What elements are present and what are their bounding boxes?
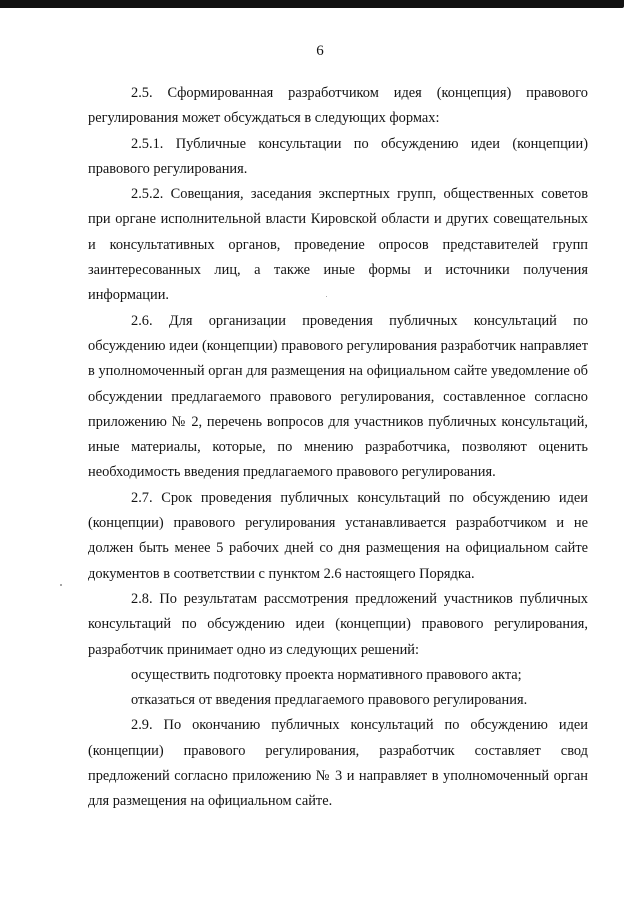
decision-option-prepare-draft: осуществить подготовку проекта нормативного правового акта; [131,666,522,683]
paragraph-2-5: 2.5. Сформированная разработчиком идея (концепция) правового регулирования может обсуждаться в следующих формах: [88,85,588,127]
decision-option-refuse: отказаться от введения предлагаемого правового регулирования. [131,692,528,709]
paragraph-2-5-2: 2.5.2. Совещания, заседания экспертных групп, общественных советов при органе исполнительной власти Кировской области и других совещательных и консультативных органов, проведение опросов представителей групп заинтересованных лиц, а также иные формы и источники получения информации. [88,186,588,304]
paragraph-2-7: 2.7. Срок проведения публичных консультаций по обсуждению идеи (концепции) правового регулирования устанавливается разработчиком и не должен быть менее 5 рабочих дней со дня размещения на официальном сайте документов в соответствии с пунктом 2.6 настоящего Порядка. [88,489,588,582]
scan-speck [60,584,62,586]
paragraph-2-6: 2.6. Для организации проведения публичных консультаций по обсуждению идеи (концепции) правового регулирования разработчик направляет в уполномоченный орган для размещения на официальном сайте уведомление об обсуждении предлагаемого правового регулирования, составленное согласно приложению № 2, перечень вопросов для участников публичных консультаций, иные материалы, которые, по мнению разработчика, позволяют оценить необходимость введения предлагаемого правового регулирования. [88,312,588,481]
scan-speck [326,296,327,297]
paragraph-2-9: 2.9. По окончанию публичных консультаций по обсуждению идеи (концепции) правового регулирования, разработчик составляет свод предложений согласно приложению № 3 и направляет в уполномоченный орган для размещения на официальном сайте. [88,717,588,810]
document-body [88,81,588,815]
paragraph-2-8: 2.8. По результатам рассмотрения предложений участников публичных консультаций по обсуждению идеи (концепции) правового регулирования, разработчик принимает одно из следующих решений: [88,590,588,658]
paragraph-2-5-1: 2.5.1. Публичные консультации по обсуждению идеи (концепции) правового регулирования. [88,135,588,177]
page-number: 6 [316,43,324,59]
scan-top-border [0,0,624,8]
